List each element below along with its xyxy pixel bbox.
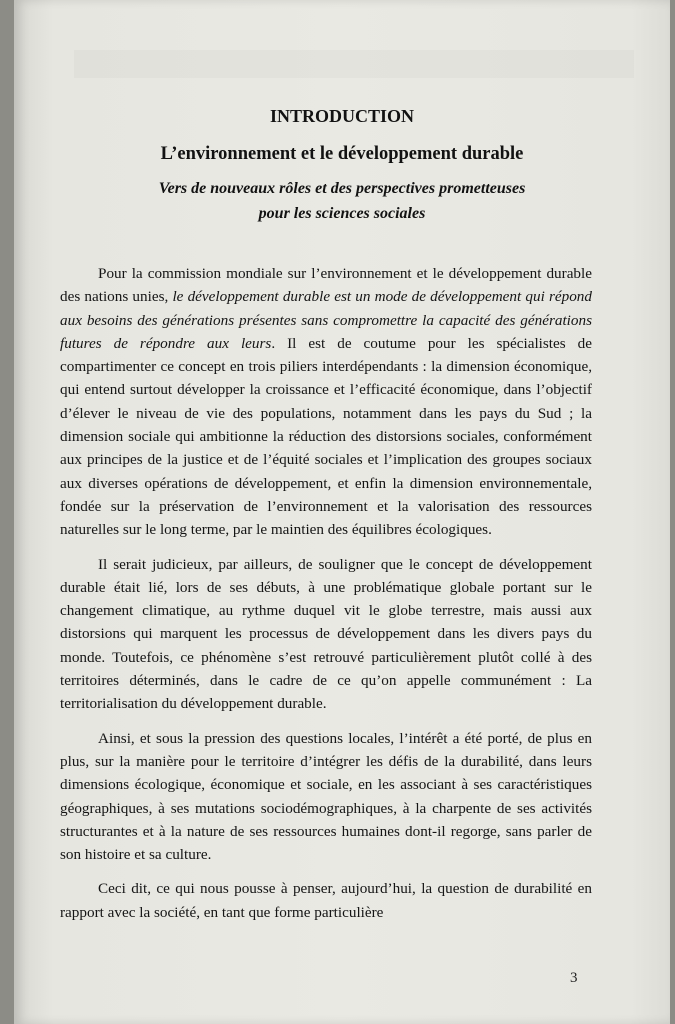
subtitle-line-1: Vers de nouveaux rôles et des perspectives prometteuses xyxy=(158,180,526,197)
definition-quote: le développement durable est un mode de développement qui répond aux besoins des générations présentes sans compromettre la capacité des générations futures de répondre aux leurs xyxy=(60,288,592,352)
bleed-through-shadow xyxy=(74,50,634,78)
chapter-heading: INTRODUCTION xyxy=(269,106,415,126)
paragraph-2: Il serait judicieux, par ailleurs, de souligner que le concept de développement durable était lié, lors de ses débuts, à une problématique globale portant sur le changement climatique, au rythme duquel vit le globe terrestre, mais aussi aux distorsions qui marquent les processus de développement dans les divers pays du monde. Toutefois, ce phénomène s’est retrouvé particulièrement plutôt collé à des territoires déterminés, dans le cadre de ce qu’on appelle communément : La territorialisation du développement durable. xyxy=(60,555,592,713)
paragraph-4: Ceci dit, ce qui nous pousse à penser, aujourd’hui, la question de durabilité en rapport avec la société, en tant que forme particulière xyxy=(60,880,592,921)
subtitle-line-2: pour les sciences sociales xyxy=(258,205,426,222)
body-text xyxy=(60,262,592,935)
chapter-subtitle xyxy=(14,176,670,226)
paragraph-3: Ainsi, et sous la pression des questions locales, l’intérêt a été porté, de plus en plus, sur la manière pour le territoire d’intégrer les défis de la durabilité, dans leurs dimensions écologique, économique et sociale, en les associant à ses caractéristiques géographiques, à ses mutations sociodémographiques, à la charpente de ses activités structurantes et à la nature de ses ressources humaines dont-il regorge, sans parler de son histoire et sa culture. xyxy=(60,729,592,864)
paragraph-1-intro: Pour la commission mondiale sur l’environnement et le développement durable des nations unies, xyxy=(60,265,592,306)
book-page xyxy=(14,0,670,1024)
paragraph-1 xyxy=(60,262,592,542)
chapter-title: L’environnement et le développement durable xyxy=(160,144,524,164)
page-number: 3 xyxy=(570,970,578,986)
paragraph-1-rest: . Il est de coutume pour les spécialistes de compartimenter ce concept en trois piliers interdépendants : la dimension économique, qui entend surtout développer la croissance et l’efficacité économique, dans l’objectif d’élever le niveau de vie des populations, notamment dans les pays du Sud ; la dimension sociale qui ambitionne la réduction des distorsions sociales, conformément aux principes de la justice et de l’équité sociales et l’implication des groupes sociaux aux diverses opérations de développement, et enfin la dimension environnementale, fondée sur la préservation de l’environnement et la valorisation des ressources naturelles sur le long terme, par le maintien des équilibres écologiques. xyxy=(60,334,592,539)
